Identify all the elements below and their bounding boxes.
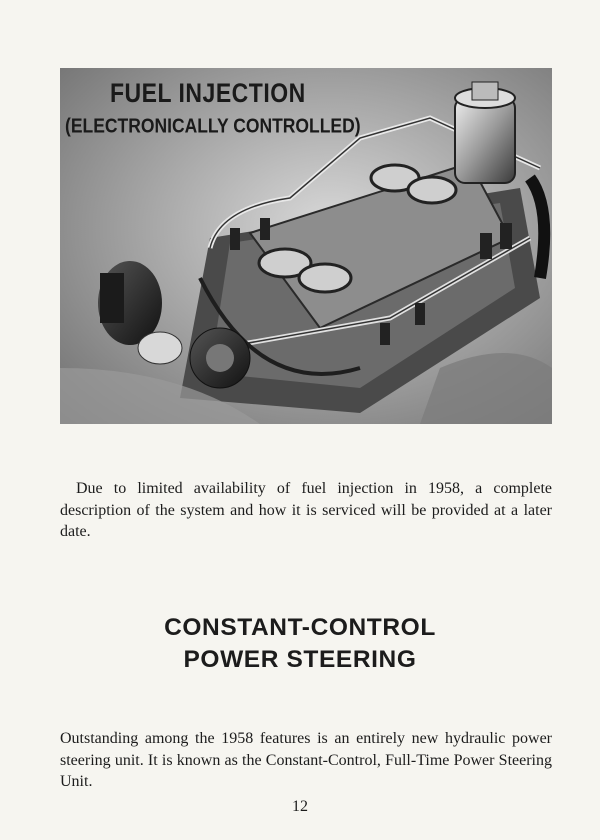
section-body-paragraph: Outstanding among the 1958 features is an entirely new hydraulic power steering unit. It is known as the Constant-Control, Full-Time Power Steering Unit. (60, 730, 552, 790)
section-heading-line1: CONSTANT-CONTROL (164, 614, 436, 641)
photo-title: FUEL INJECTION (110, 78, 306, 108)
intro-paragraph: Due to limited availability of fuel injection in 1958, a complete description of the system and how it is serviced will be provided at a later date. (60, 480, 552, 540)
section-heading-line2: POWER STEERING (183, 646, 417, 673)
page-number: 12 (292, 798, 308, 815)
photo-subtitle: (ELECTRONICALLY CONTROLLED) (65, 114, 361, 137)
engine-photo (60, 68, 552, 424)
